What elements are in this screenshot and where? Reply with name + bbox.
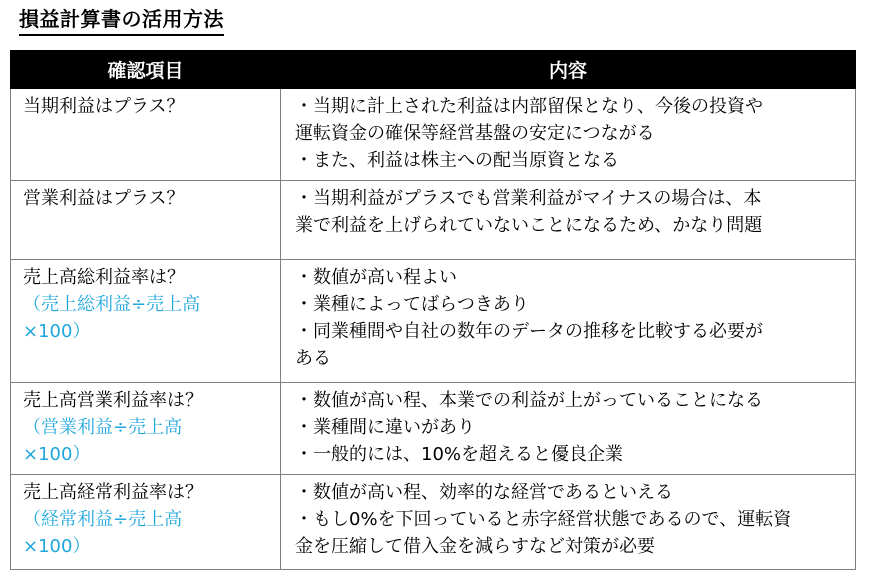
content-line: 運転資金の確保等経営基盤の安定につながる	[295, 123, 655, 144]
item-label: 売上高総利益率は？	[23, 267, 185, 288]
header-item: 確認項目	[11, 51, 281, 89]
content-line: ・数値が高い程、効率的な経営であるといえる	[295, 482, 673, 503]
content-line: ・同業種間や自社の数年のデータの推移を比較する必要が	[295, 321, 763, 342]
table-row	[11, 181, 856, 260]
formula-label: ×100）	[23, 536, 91, 557]
item-cell	[11, 260, 281, 383]
item-label: 営業利益はプラス？	[23, 188, 185, 209]
formula-label: （営業利益÷売上高	[23, 417, 183, 438]
financial-check-table	[10, 50, 856, 570]
content-line: 金を圧縮して借入金を減らすなど対策が必要	[295, 536, 655, 557]
content-cell	[281, 260, 856, 383]
header-content: 内容	[281, 51, 856, 89]
item-label: 売上高営業利益率は？	[23, 390, 203, 411]
content-line: ・業種によってばらつきあり	[295, 294, 529, 315]
content-line: ・もし0%を下回っていると赤字経営状態であるので、運転資	[295, 509, 792, 530]
table-row	[11, 475, 856, 570]
content-line: ・業種間に違いがあり	[295, 417, 475, 438]
content-cell	[281, 383, 856, 475]
item-cell	[11, 89, 281, 181]
formula-label: ×100）	[23, 321, 91, 342]
content-line: ある	[295, 348, 331, 369]
item-label: 当期利益はプラス？	[23, 96, 185, 117]
table-row	[11, 260, 856, 383]
content-line: ・当期利益がプラスでも営業利益がマイナスの場合は、本	[295, 188, 762, 209]
content-line: ・数値が高い程、本業での利益が上がっていることになる	[295, 390, 763, 411]
content-line: ・当期に計上された利益は内部留保となり、今後の投資や	[295, 96, 763, 117]
content-cell	[281, 181, 856, 260]
formula-label: （経常利益÷売上高	[23, 509, 183, 530]
content-line: ・一般的には、10%を超えると優良企業	[295, 444, 624, 465]
table-row	[11, 89, 856, 181]
content-line: ・また、利益は株主への配当原資となる	[295, 150, 619, 171]
item-cell	[11, 475, 281, 570]
formula-label: ×100）	[23, 444, 91, 465]
table-header-row	[11, 51, 856, 89]
content-cell	[281, 475, 856, 570]
content-line: 業で利益を上げられていないことになるため、かなり問題	[295, 215, 763, 236]
formula-label: （売上総利益÷売上高	[23, 294, 201, 315]
table-row	[11, 383, 856, 475]
content-cell	[281, 89, 856, 181]
page-title: 損益計算書の活用方法	[19, 6, 224, 36]
item-label: 売上高経常利益率は？	[23, 482, 203, 503]
content-line: ・数値が高い程よい	[295, 267, 457, 288]
item-cell	[11, 181, 281, 260]
item-cell	[11, 383, 281, 475]
